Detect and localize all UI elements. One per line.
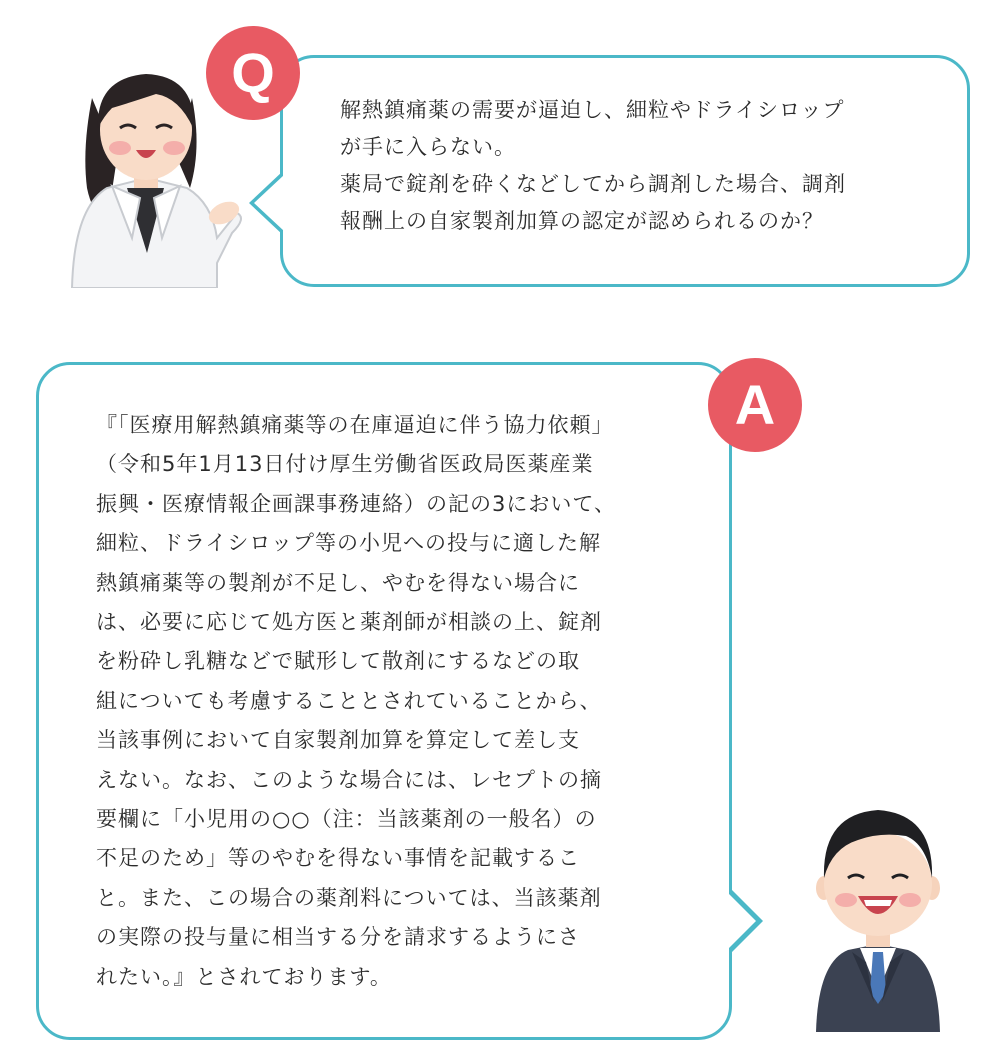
question-bubble-tail-fill [254, 175, 284, 231]
businessman-icon [808, 792, 948, 1032]
answer-bubble-tail-fill [726, 891, 756, 951]
answer-badge: A [708, 358, 802, 452]
question-text: 解熱鎮痛薬の需要が逼迫し、細粒やドライシロップ が手に入らない。 薬局で錠剤を砕くなどしてから調剤した場合、調剤 報酬上の自家製剤加算の認定が認められるのか？ [340, 98, 846, 233]
doctor-woman-icon [52, 38, 242, 288]
answer-text: 『「医療用解熱鎮痛薬等の在庫逼迫に伴う協力依頼」 （令和5年1月13日付け厚生労働省医政局医薬産業 振興・医療情報企画課事務連絡）の記の3において、 細粒、ドライシロップ等の小児への投与に適した解 熱鎮痛薬等の製剤が不足し、やむを得ない場合に は、必要に応じて処方医と薬剤師が相談の上、錠剤 を粉砕し乳糖などで賦形して散剤にするなどの取 組についても考慮することとされていることから、 当該事例において自家製剤加算を算定して差し支 えない。なお、このような場合には、レセプトの摘 要欄に「小児用の○○（注：当該薬剤の一般名）の 不足のため」等のやむを得ない事情を記載するこ と。また、この場合の薬剤料については、当該薬剤 の実際の投与量に相当する分を請求するようにさ れたい。』とされております。 [96, 413, 616, 989]
question-badge: Q [206, 26, 300, 120]
